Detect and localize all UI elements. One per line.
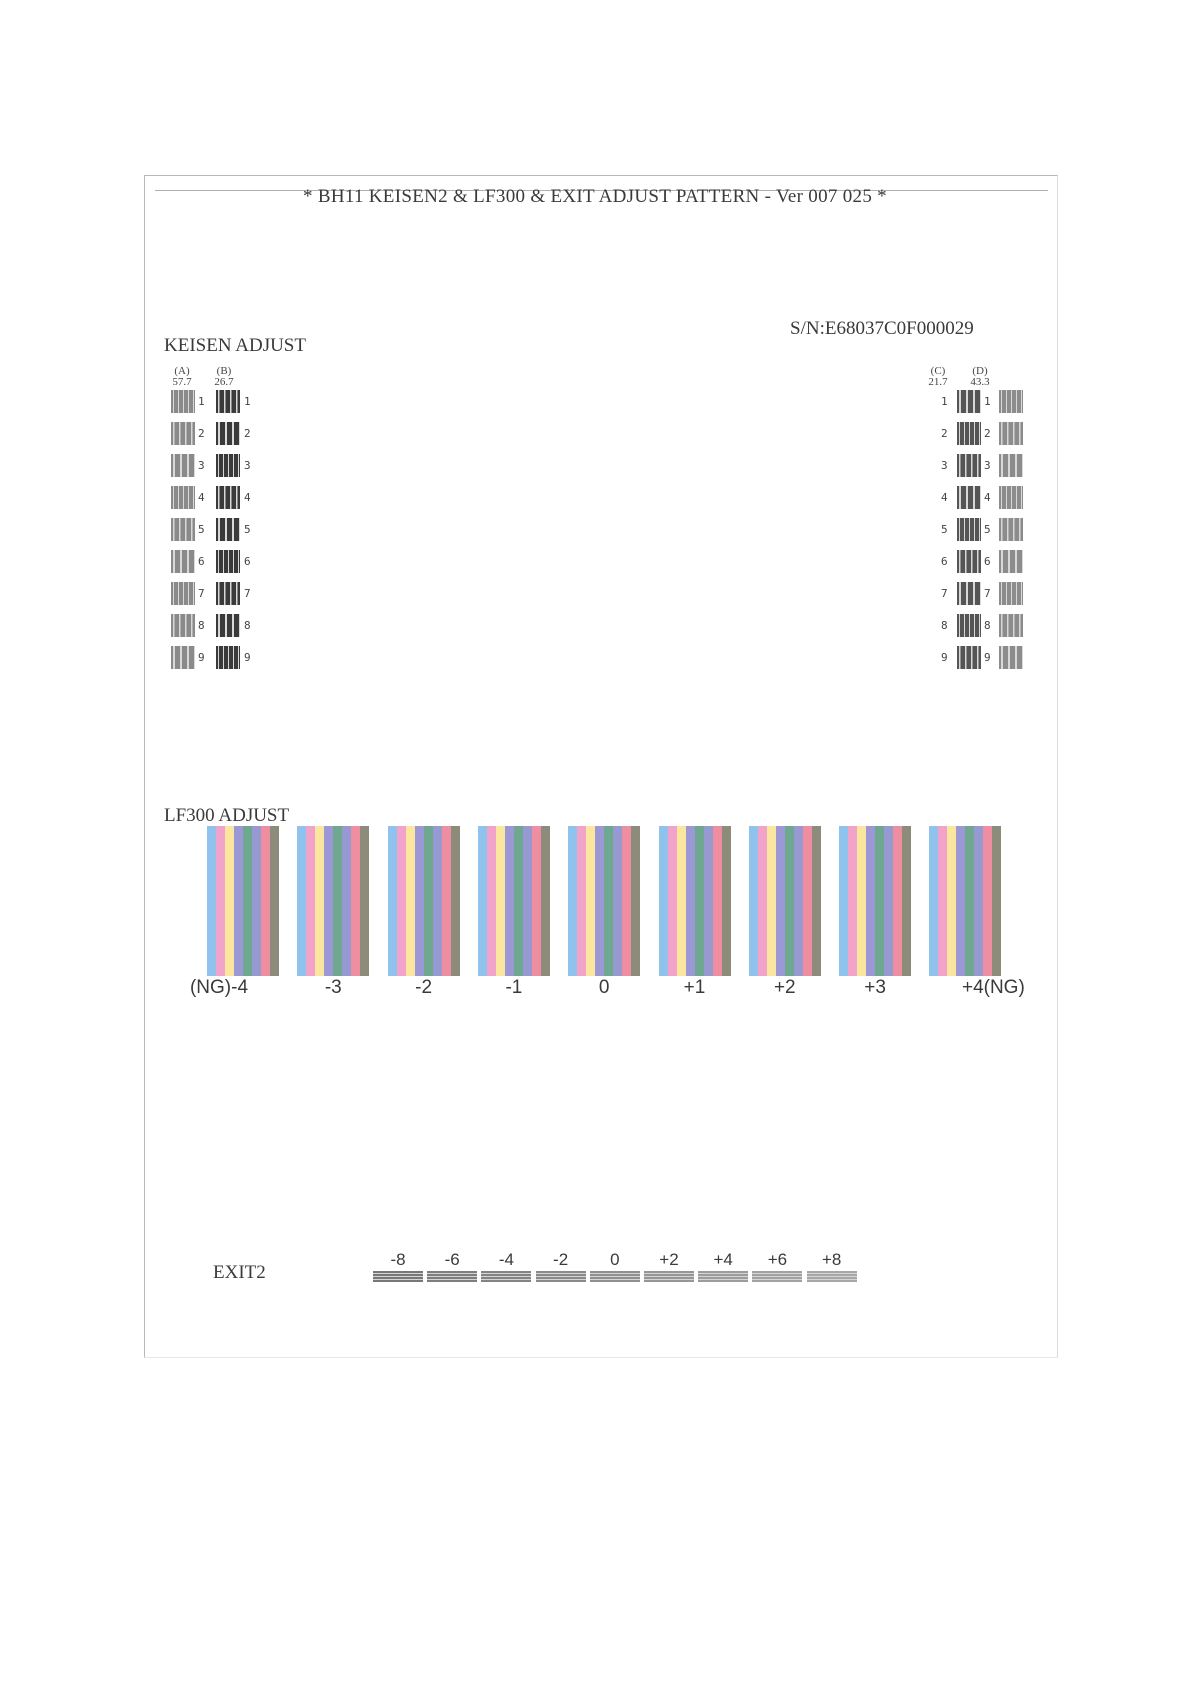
keisen-row (0, 646, 1190, 670)
keisen-block-b (216, 390, 240, 413)
lf300-stripe (514, 826, 523, 976)
lf300-stripe (983, 826, 992, 976)
lf300-stripe (577, 826, 586, 976)
lf300-stripe (767, 826, 776, 976)
keisen-number-a: 1 (198, 395, 205, 408)
lf300-stripe (297, 826, 306, 976)
keisen-number-c: 8 (941, 619, 948, 632)
lf300-stripe (848, 826, 857, 976)
lf300-stripe (324, 826, 333, 976)
lf300-stripe (902, 826, 911, 976)
lf300-stripe (839, 826, 848, 976)
keisen-number-a: 2 (198, 427, 205, 440)
lf300-stripe (722, 826, 731, 976)
keisen-block-b (216, 550, 240, 573)
keisen-block-b (216, 454, 240, 477)
exit2-pattern-bar (807, 1271, 857, 1282)
keisen-number-d: 6 (984, 555, 991, 568)
exit2-pattern-label: -2 (553, 1250, 569, 1269)
lf300-stripe (677, 826, 686, 976)
keisen-number-d: 5 (984, 523, 991, 536)
lf300-stripe (333, 826, 342, 976)
header-label-a: (A) (174, 365, 190, 377)
lf300-stripe (776, 826, 785, 976)
lf300-stripe (857, 826, 866, 976)
keisen-block-b (216, 518, 240, 541)
lf300-stripe (433, 826, 442, 976)
lf300-stripe (686, 826, 695, 976)
exit2-pattern-bar (373, 1271, 423, 1282)
lf300-pattern-block (207, 826, 279, 976)
header-label-d: (D) (972, 365, 988, 377)
keisen-number-c: 9 (941, 651, 948, 664)
keisen-row (0, 422, 1190, 446)
exit2-pattern-bar (752, 1271, 802, 1282)
keisen-block-d (999, 486, 1023, 509)
keisen-left-header (169, 366, 237, 388)
exit2-pattern-bar (698, 1271, 748, 1282)
keisen-block-a (171, 390, 195, 413)
keisen-number-c: 3 (941, 459, 948, 472)
keisen-block-b (216, 582, 240, 605)
lf300-stripe (270, 826, 279, 976)
exit2-pattern-label: +2 (659, 1250, 679, 1269)
keisen-block-c (957, 518, 981, 541)
keisen-block-d (999, 646, 1023, 669)
lf300-stripe (965, 826, 974, 976)
lf300-pattern-label: -1 (505, 977, 523, 998)
keisen-number-c: 2 (941, 427, 948, 440)
keisen-number-b: 6 (244, 555, 251, 568)
lf300-adjust-label: LF300 ADJUST (164, 805, 290, 826)
keisen-block-d (999, 390, 1023, 413)
keisen-block-b (216, 614, 240, 637)
exit2-pattern-label: 0 (610, 1250, 620, 1269)
keisen-number-b: 4 (244, 491, 251, 504)
keisen-number-d: 3 (984, 459, 991, 472)
lf300-stripe (234, 826, 243, 976)
lf300-stripe (713, 826, 722, 976)
lf300-stripe (947, 826, 956, 976)
lf300-stripe (659, 826, 668, 976)
lf300-stripe (613, 826, 622, 976)
keisen-number-d: 2 (984, 427, 991, 440)
lf300-stripe (451, 826, 460, 976)
exit2-pattern-label: -6 (444, 1250, 460, 1269)
keisen-block-c (957, 550, 981, 573)
keisen-number-c: 4 (941, 491, 948, 504)
lf300-stripe (487, 826, 496, 976)
lf300-pattern-block (478, 826, 550, 976)
lf300-stripe (668, 826, 677, 976)
header-value-d: 43.3 (970, 376, 990, 388)
lf300-stripe (595, 826, 604, 976)
keisen-number-b: 8 (244, 619, 251, 632)
exit2-pattern-bar (536, 1271, 586, 1282)
lf300-stripe (306, 826, 315, 976)
lf300-pattern-block (297, 826, 369, 976)
lf300-stripe (216, 826, 225, 976)
lf300-stripe (884, 826, 893, 976)
keisen-block-b (216, 486, 240, 509)
keisen-block-d (999, 422, 1023, 445)
page-title: * BH11 KEISEN2 & LF300 & EXIT ADJUST PATTERN - Ver 007 025 * (303, 186, 887, 207)
lf300-pattern-label: 0 (598, 977, 610, 998)
exit2-pattern-label: +4 (713, 1250, 733, 1269)
exit2-pattern-label: -4 (498, 1250, 514, 1269)
keisen-number-b: 7 (244, 587, 251, 600)
keisen-number-b: 9 (244, 651, 251, 664)
keisen-row (0, 454, 1190, 478)
keisen-block-d (999, 582, 1023, 605)
keisen-number-b: 5 (244, 523, 251, 536)
lf300-stripe (604, 826, 613, 976)
lf300-pattern-block (839, 826, 911, 976)
lf300-stripe (523, 826, 532, 976)
lf300-stripe (622, 826, 631, 976)
lf300-stripe (866, 826, 875, 976)
keisen-adjust-label: KEISEN ADJUST (164, 335, 306, 356)
lf300-pattern-block (568, 826, 640, 976)
keisen-number-a: 3 (198, 459, 205, 472)
lf300-pattern-label: +1 (683, 977, 706, 998)
lf300-pattern-block (659, 826, 731, 976)
lf300-stripe (315, 826, 324, 976)
keisen-row (0, 582, 1190, 606)
lf300-pattern-label: +2 (773, 977, 796, 998)
keisen-block-d (999, 550, 1023, 573)
lf300-stripe (541, 826, 550, 976)
lf300-stripe (992, 826, 1001, 976)
lf300-stripe (496, 826, 505, 976)
lf300-stripe (207, 826, 216, 976)
keisen-number-a: 9 (198, 651, 205, 664)
keisen-block-c (957, 422, 981, 445)
lf300-stripe (631, 826, 640, 976)
header-value-b: 26.7 (214, 376, 234, 388)
keisen-number-a: 4 (198, 491, 205, 504)
keisen-number-b: 2 (244, 427, 251, 440)
header-value-c: 21.7 (928, 376, 948, 388)
lf300-pattern-label: -3 (324, 977, 342, 998)
keisen-block-b (216, 646, 240, 669)
keisen-block-c (957, 454, 981, 477)
keisen-block-c (957, 614, 981, 637)
exit2-pattern-bar (427, 1271, 477, 1282)
lf300-pattern-label: -2 (415, 977, 433, 998)
keisen-block-d (999, 454, 1023, 477)
lf300-stripe (406, 826, 415, 976)
lf300-stripe (252, 826, 261, 976)
keisen-block-a (171, 518, 195, 541)
keisen-number-a: 7 (198, 587, 205, 600)
keisen-block-a (171, 582, 195, 605)
keisen-block-d (999, 614, 1023, 637)
lf300-stripe (442, 826, 451, 976)
lf300-pattern-label: (NG)-4 (189, 977, 249, 998)
keisen-number-c: 5 (941, 523, 948, 536)
lf300-pattern-label: +3 (864, 977, 886, 998)
lf300-stripe (929, 826, 938, 976)
lf300-stripe (695, 826, 704, 976)
header-value-a: 57.7 (172, 376, 192, 388)
lf300-stripe (388, 826, 397, 976)
lf300-stripe (424, 826, 433, 976)
lf300-stripe (749, 826, 758, 976)
keisen-block-a (171, 614, 195, 637)
keisen-row (0, 518, 1190, 542)
lf300-pattern-block (388, 826, 460, 976)
keisen-block-a (171, 486, 195, 509)
serial-number: S/N:E68037C0F000029 (790, 318, 974, 339)
keisen-number-d: 7 (984, 587, 991, 600)
lf300-stripe (568, 826, 577, 976)
keisen-number-b: 1 (244, 395, 251, 408)
exit2-pattern-bar (481, 1271, 531, 1282)
exit2-pattern-label: -8 (390, 1250, 406, 1269)
lf300-stripe (351, 826, 360, 976)
keisen-number-d: 4 (984, 491, 991, 504)
keisen-number-d: 8 (984, 619, 991, 632)
keisen-number-d: 1 (984, 395, 991, 408)
keisen-block-b (216, 422, 240, 445)
keisen-block-c (957, 646, 981, 669)
keisen-block-c (957, 582, 981, 605)
keisen-block-a (171, 454, 195, 477)
keisen-number-c: 6 (941, 555, 948, 568)
keisen-number-b: 3 (244, 459, 251, 472)
lf300-stripe (243, 826, 252, 976)
exit2-pattern-label: +8 (821, 1250, 842, 1269)
keisen-right-header (925, 366, 993, 388)
lf300-stripe (261, 826, 270, 976)
lf300-stripe (415, 826, 424, 976)
lf300-stripe (956, 826, 965, 976)
keisen-row (0, 550, 1190, 574)
lf300-pattern-block (749, 826, 821, 976)
keisen-block-c (957, 486, 981, 509)
exit2-pattern-label: +6 (767, 1250, 788, 1269)
keisen-block-a (171, 550, 195, 573)
lf300-stripe (794, 826, 803, 976)
header-label-b: (B) (216, 365, 232, 377)
lf300-stripe (875, 826, 884, 976)
lf300-stripe (704, 826, 713, 976)
keisen-number-a: 6 (198, 555, 205, 568)
keisen-number-a: 8 (198, 619, 205, 632)
lf300-stripe (785, 826, 794, 976)
lf300-stripe (342, 826, 351, 976)
lf300-stripe (532, 826, 541, 976)
lf300-stripe (505, 826, 514, 976)
exit2-pattern-bar (590, 1271, 640, 1282)
lf300-stripe (397, 826, 406, 976)
keisen-block-c (957, 390, 981, 413)
lf300-stripe (938, 826, 947, 976)
lf300-stripe (225, 826, 234, 976)
keisen-block-d (999, 518, 1023, 541)
lf300-stripe (974, 826, 983, 976)
keisen-number-c: 1 (941, 395, 948, 408)
keisen-row (0, 614, 1190, 638)
keisen-block-a (171, 646, 195, 669)
lf300-stripe (478, 826, 487, 976)
keisen-number-d: 9 (984, 651, 991, 664)
keisen-row (0, 390, 1190, 414)
exit2-pattern-bar (644, 1271, 694, 1282)
keisen-number-a: 5 (198, 523, 205, 536)
lf300-stripe (803, 826, 812, 976)
lf300-stripe (586, 826, 595, 976)
lf300-stripe (758, 826, 767, 976)
lf300-pattern-block (929, 826, 1001, 976)
lf300-pattern-label: +4(NG) (961, 977, 1025, 998)
header-label-c: (C) (930, 365, 946, 377)
keisen-block-a (171, 422, 195, 445)
lf300-stripe (812, 826, 821, 976)
lf300-stripe (360, 826, 369, 976)
keisen-number-c: 7 (941, 587, 948, 600)
keisen-row (0, 486, 1190, 510)
lf300-stripe (893, 826, 902, 976)
exit2-label: EXIT2 (213, 1262, 266, 1283)
